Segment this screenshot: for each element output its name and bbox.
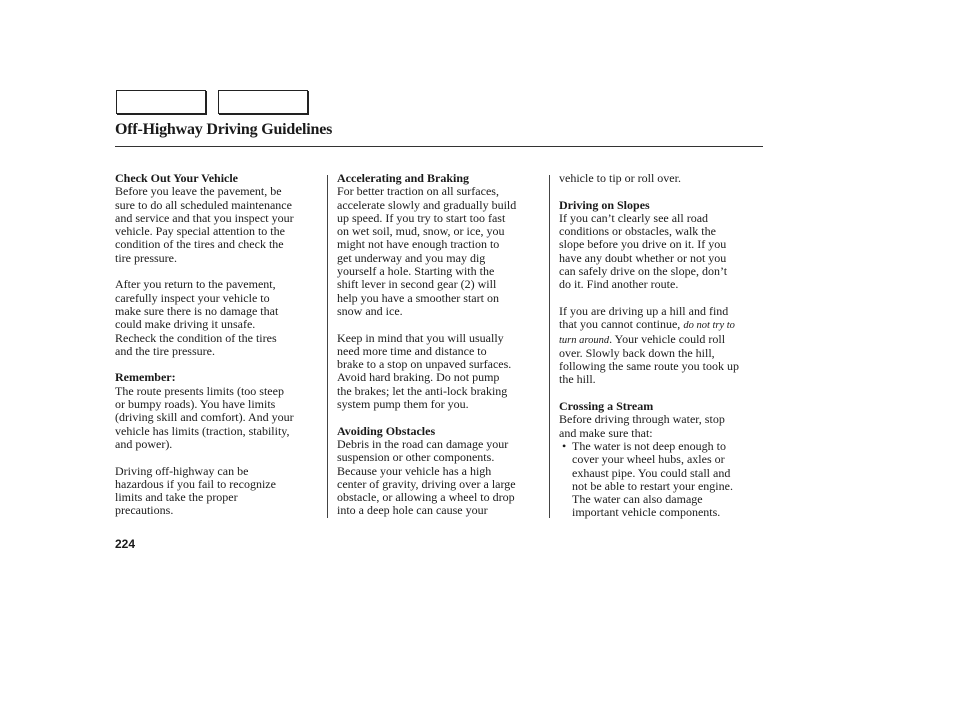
title-divider [115,146,763,147]
page-number: 224 [115,537,136,551]
column-divider [327,175,328,518]
emphasis-text: do not try to turn around [559,320,735,346]
paragraph: Before driving through water, stop and make sure that: [559,412,725,440]
paragraph: Debris in the road can damage your suspension or other components. Because your vehicle has a high center of gravity, driving over a large obstacle, or allowing a wheel to drop into a deep hole can cause your [337,436,516,518]
paragraph: The route presents limits (too steep or bumpy roads). You have limits (driving skill and comfort). And your vehicle has limits (traction, stability, and power). [115,383,294,451]
bullet-item: • The water is not deep enough to cover your wheel hubs, axles or exhaust pipe. You could stall and not be able to restart your engine. The water can also damage important vehicle components. [559,440,765,520]
paragraph: If you can’t clearly see all road conditions or obstacles, walk the slope before you drive on it. If you have any doubt whether or not you can safely drive on the slope, don’t do it. Find another route. [559,210,728,292]
text-column-2 [337,172,543,518]
bullet-icon: • [562,438,567,453]
paragraph: Driving off-highway can be hazardous if you fail to recognize limits and take the proper precautions. [115,463,276,518]
page-title: Off-Highway Driving Guidelines [115,121,333,138]
section-heading-avoiding-obstacles: Avoiding Obstacles [337,423,436,438]
paragraph: vehicle to tip or roll over. [559,171,681,185]
paragraph: Keep in mind that you will usually need more time and distance to brake to a stop on unpaved surfaces. Avoid hard braking. Do not pump the brakes; let the anti-lock braking system pump them for you. [337,330,512,412]
nav-tab-2[interactable] [218,90,308,114]
paragraph: If you are driving up a hill and find that you cannot continue, do not try to turn around. Your vehicle could roll over. Slowly back down the hill, following the same route you took up the hill. [559,303,739,387]
paragraph: After you return to the pavement, carefully inspect your vehicle to make sure there is no damage that could make driving it unsafe. Recheck the condition of the tires and the tire pressure. [115,277,279,358]
text-column-1 [115,172,321,518]
section-heading-driving-on-slopes: Driving on Slopes [559,197,650,212]
paragraph: For better traction on all surfaces, accelerate slowly and gradually build up speed. If you try to start too fast on wet soil, mud, snow, or ice, you might not have enough traction to get underway and you may dig yourself a hole. Starting with the shift lever in second gear (2) will help you have a smoother start on snow and ice. [337,184,517,318]
section-heading-accelerating-braking: Accelerating and Braking [337,171,469,185]
text-column-3 [559,172,765,520]
section-heading-check-out-vehicle: Check Out Your Vehicle [115,171,239,185]
nav-tab-1[interactable] [116,90,206,114]
section-heading-crossing-stream: Crossing a Stream [559,399,654,414]
paragraph: Before you leave the pavement, be sure to do all scheduled maintenance and service and that you inspect your vehicle. Pay special attention to the condition of the tires and check the tire pressure. [115,184,294,265]
column-divider [549,175,550,518]
section-heading-remember: Remember: [115,370,176,385]
